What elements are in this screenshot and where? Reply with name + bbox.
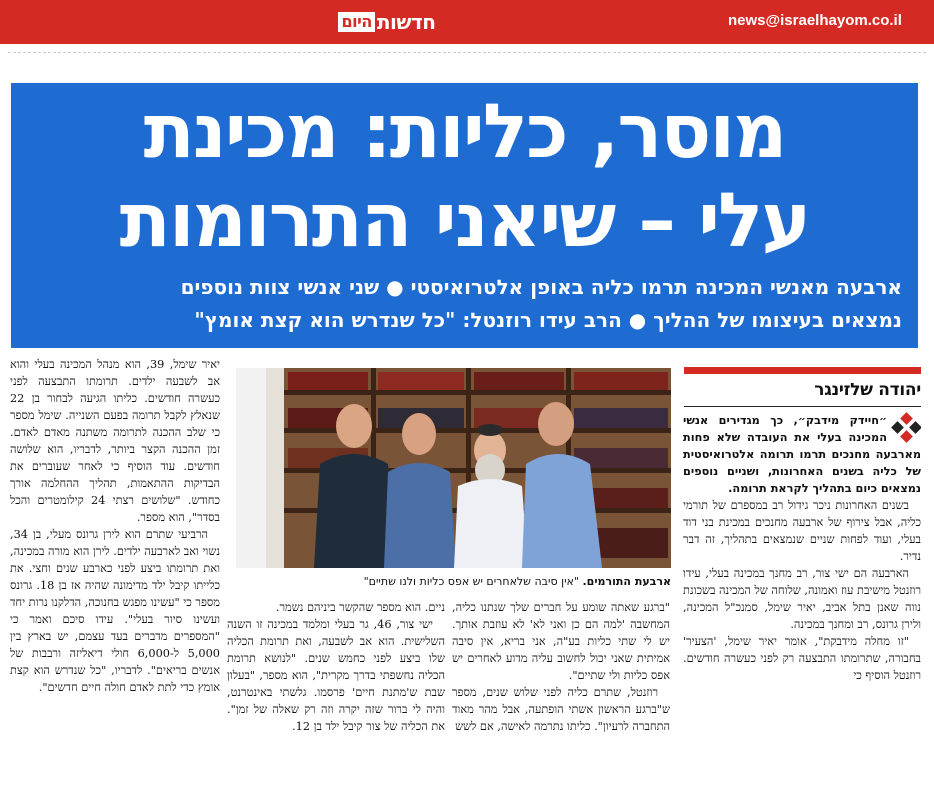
paragraph: יאיר שימל, 39, הוא מנהל המכינה בעלי והוא אב לשבעה ילדים. תרומתו התבצעה לפני כעשרה חודשים. כליתו הגיעה לבחור בן 22 שנאלץ לקבל תרומה בפעם השנייה. שימל מספר כי שלב ההכנה לתרומה משתנה מאדם לאדם. זמן ההכנה הקצר ביותר, לדבריו, הוא שלושה חודשים. עוד הוסיף כי לאחר שעוברים את הבדיקות ההתאמות, תהליך ההחלמה אורך כחודש. "שלושים רצתי 24 קילומטרים והכל בסדר", הוא מספר.: [10, 358, 220, 524]
paragraph: רוזנטל, שתרם כליה לפני שלוש שנים, מספר ש"ברגע הראשון אשתי הופתעה, אבל מהר מאוד התחברה לרעיון". כליתו נתרמה לאישה, אם לשש: [452, 686, 670, 733]
article-column-3: [227, 599, 445, 804]
headline-line-2: עלי – שיאני התרומות: [119, 176, 810, 264]
article-column-4: [10, 356, 220, 804]
paragraph: "ברגע שאתה שומע על חברים שלך שנתנו כליה, המחשבה 'למה הם כן ואני לא' לא עוזבת אותך. יש לי שתי כליות בע"ה, אני בריא, אין סיבה אמיתית שאני יכול לחשוב עליה מדוע לאחרים יש אפס כליות ולי שתיים".: [452, 601, 670, 682]
paragraph: ישי צור, 46, גר בעלי ומלמד במכינה זו השנה השלישית. הוא אב לשבעה, ואת תרומת הכליה שלו ביצע לפני כחמש שנים. "לנושא תרומת הכליה נחשפתי בדרך מקרית", הוא מספר, "בעלון שבת ש'מתנת חיים' פרסמו. גלשתי באינטרנט, והיה לי ברור שזה יקרה וזה רק שאלה של זמן". את הכליה של צור קיבל ילד בן 12.: [227, 618, 445, 733]
masthead-bar: [0, 0, 934, 44]
paragraph: בשנים האחרונות ניכר גידול רב במספרם של תורמי כליה, אבל צירוף של ארבעה מחנכים במכינת בני דוד בעלי, ועוד לפחות שניים שנמצאים בתהליך, זה דבר נדיר.: [683, 499, 921, 563]
author-byline: יהודה שלזינגר: [814, 380, 921, 400]
subheadline-line-2: נמצאים בעיצומו של ההליך ● הרב עידו רוזנטל: "כל שנדרש הוא קצת אומץ": [194, 308, 902, 332]
photo-illustration: [236, 368, 671, 568]
author-rule: [684, 406, 921, 407]
headline: [31, 87, 898, 265]
headline-line-1: מוסר, כליות: מכינת: [143, 87, 786, 175]
caption-text: "אין סיבה שלאחרים יש אפס כליות ולנו שתיים": [363, 575, 583, 588]
article-column-1: [683, 412, 921, 804]
paragraph: ניים. הוא מספר שהקשר ביניהם נשמר.: [275, 601, 445, 614]
article-column-2: [452, 599, 670, 804]
paragraph: הרביעי שתרם הוא לירן גרונס מעלי, בן 34, נשוי ואב לארבעה ילדים. לירן הוא מורה במכינה, ואת תרומתו ביצע לפני כארבע שנים וחצי. את כלייתו קיבל ילד מדימונה שהיה אז בן 18. גרונס מספר כי "עשינו מפגש בחנוכה, הדלקנו נרות יחד ועשינו סיור בעלי". עידו סיכם ואמר כי "המספרים מדברים בעד עצמם, יש בארץ בין 5,000 ל-6,000 חולי דיאליזה ורבבות של אנשים בריאים". לדבריו, "כל שנדרש הוא קצת אומץ כדי לתת לאדם חולה חיים חדשים".: [10, 528, 220, 694]
headline-box: [11, 83, 918, 348]
newspaper-section-logo: [318, 9, 456, 35]
lead-paragraph: ״חיידק מידבק״, כך מגדירים אנשי המכינה בעלי את העובדה שלא פחות מארבעה מחנכים תרמו תרומה אלטרואיסטית של כליה בשנים האחרונות, ושניים נוספים נמצאים כיום בתהליך לקראת תרומה.: [683, 414, 921, 495]
author-red-rule: [684, 367, 921, 374]
contact-email[interactable]: news@israelhayom.co.il: [728, 12, 902, 29]
section-title-box: היום: [338, 12, 374, 32]
donors-photo: [236, 368, 671, 568]
header-divider: [8, 52, 926, 53]
photo-caption: [236, 574, 671, 589]
paragraph: "זו מחלה מידבקת", אומר יאיר שימל, 'הצעיר' בחבורה, שתרומתו התבצעה רק לפני כעשרה חודשים. רוזנטל הוסיף כי: [683, 635, 921, 682]
diamond-icon: [893, 414, 921, 442]
section-title: חדשות: [376, 10, 436, 34]
subheadline-line-1: ארבעה מאנשי המכינה תרמו כליה באופן אלטרואיסטי ● שני אנשי צוות נוספים: [180, 275, 902, 299]
paragraph: הארבעה הם ישי צור, רב מחנך במכינה בעלי, עידו רוזנטל מישיבת עוז ואמונה, שלוחה של המכינה בשכונת נווה שאנן בתל אביב, יאיר שימל, סמנכ"ל המכינה, ולירן גרונס, רב ומחנך במכינה.: [683, 567, 921, 631]
subheadline: [25, 271, 902, 337]
caption-bold: ארבעת התורמים.: [582, 575, 671, 588]
